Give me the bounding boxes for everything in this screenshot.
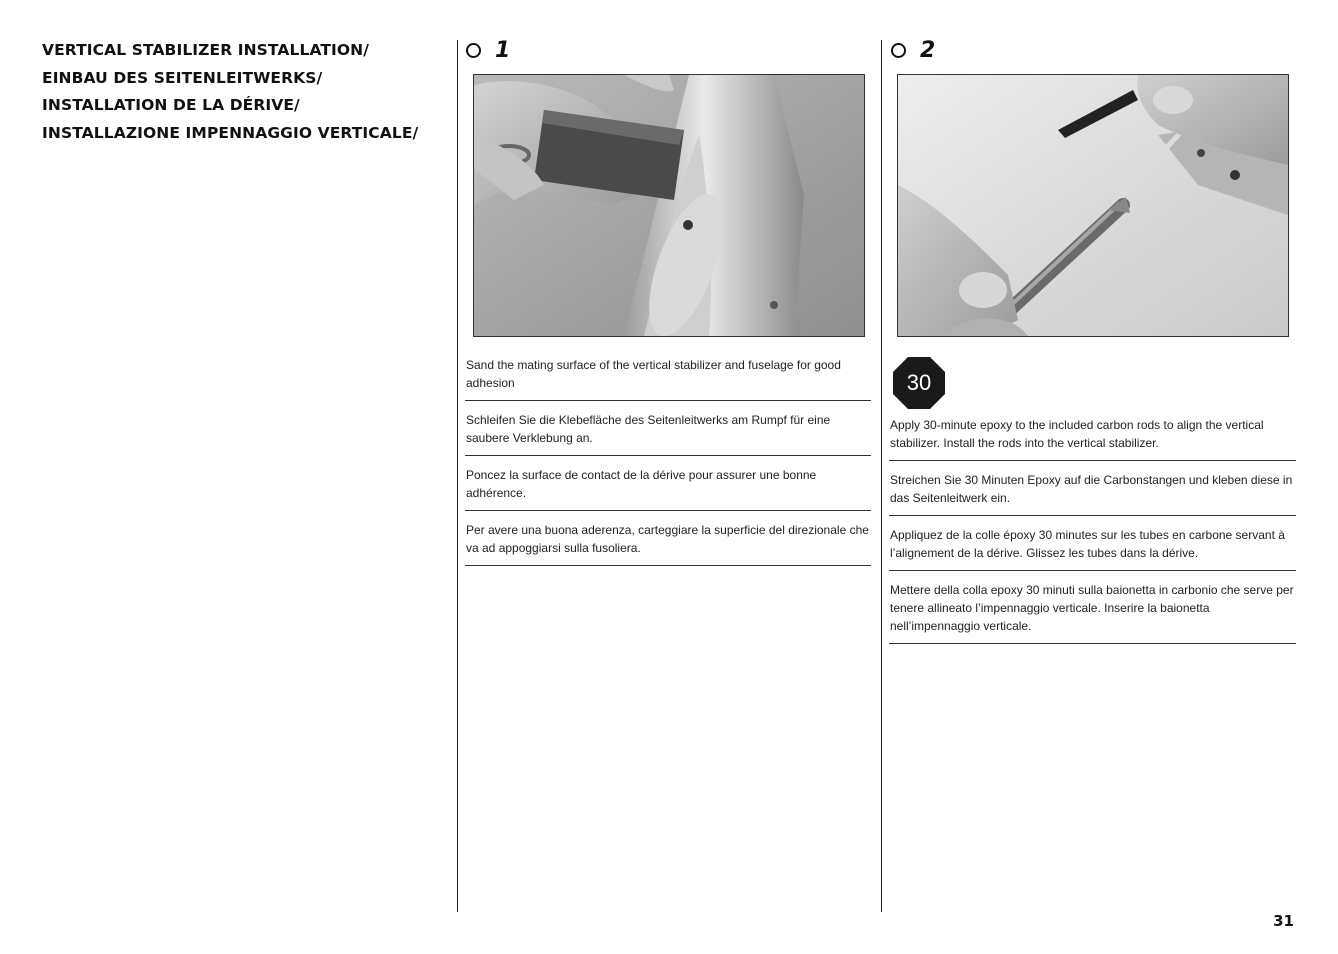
- step-number: 2: [920, 38, 936, 63]
- instruction-en: Sand the mating surface of the vertical stabilizer and fuselage for good adhesion: [465, 356, 871, 401]
- instruction-fr: Poncez la surface de contact de la dérive pour assurer une bonne adhérence.: [465, 466, 871, 511]
- instruction-en: Apply 30-minute epoxy to the included carbon rods to align the vertical stabilizer. Install the rods into the vertical stabilizer.: [889, 416, 1296, 461]
- title-line-en: VERTICAL STABILIZER INSTALLATION/: [42, 41, 369, 59]
- step-1-text: [465, 356, 871, 576]
- section-title: [42, 37, 452, 147]
- instruction-it: Mettere della colla epoxy 30 minuti sulla baionetta in carbonio che serve per tenere allineato l’impennaggio verticale. Inserire la baionetta nell’impennaggio verticale.: [889, 581, 1296, 644]
- hands-epoxy-carbon-rod-photo: [897, 74, 1289, 337]
- instruction-it: Per avere una buona aderenza, carteggiare la superficie del direzionale che va ad appoggiarsi sulla fusoliera.: [465, 521, 871, 566]
- step-number: 1: [495, 38, 511, 63]
- title-line-de: EINBAU DES SEITENLEITWERKS/: [42, 68, 323, 87]
- checkbox-circle-icon[interactable]: [891, 43, 906, 58]
- hand-sanding-stabilizer-photo: [473, 74, 865, 337]
- step-2-header: [891, 38, 935, 63]
- title-line-fr: INSTALLATION DE LA DÉRIVE/: [42, 96, 300, 114]
- instruction-fr: Appliquez de la colle époxy 30 minutes sur les tubes en carbone servant à l’alignement de la dérive. Glissez les tubes dans la dérive.: [889, 526, 1296, 571]
- column-divider: [881, 40, 882, 912]
- instruction-de: Streichen Sie 30 Minuten Epoxy auf die Carbonstangen und kleben diese in das Seitenleitwerk ein.: [889, 471, 1296, 516]
- page-number: 31: [1273, 912, 1294, 930]
- column-divider: [457, 40, 458, 912]
- instruction-de: Schleifen Sie die Klebefläche des Seitenleitwerks am Rumpf für eine saubere Verklebung an.: [465, 411, 871, 456]
- title-line-it: INSTALLAZIONE IMPENNAGGIO VERTICALE/: [42, 123, 419, 142]
- checkbox-circle-icon[interactable]: [466, 43, 481, 58]
- epoxy-badge-label: 30: [906, 370, 932, 395]
- step-2-text: [889, 416, 1296, 654]
- step-1-header: [466, 38, 510, 63]
